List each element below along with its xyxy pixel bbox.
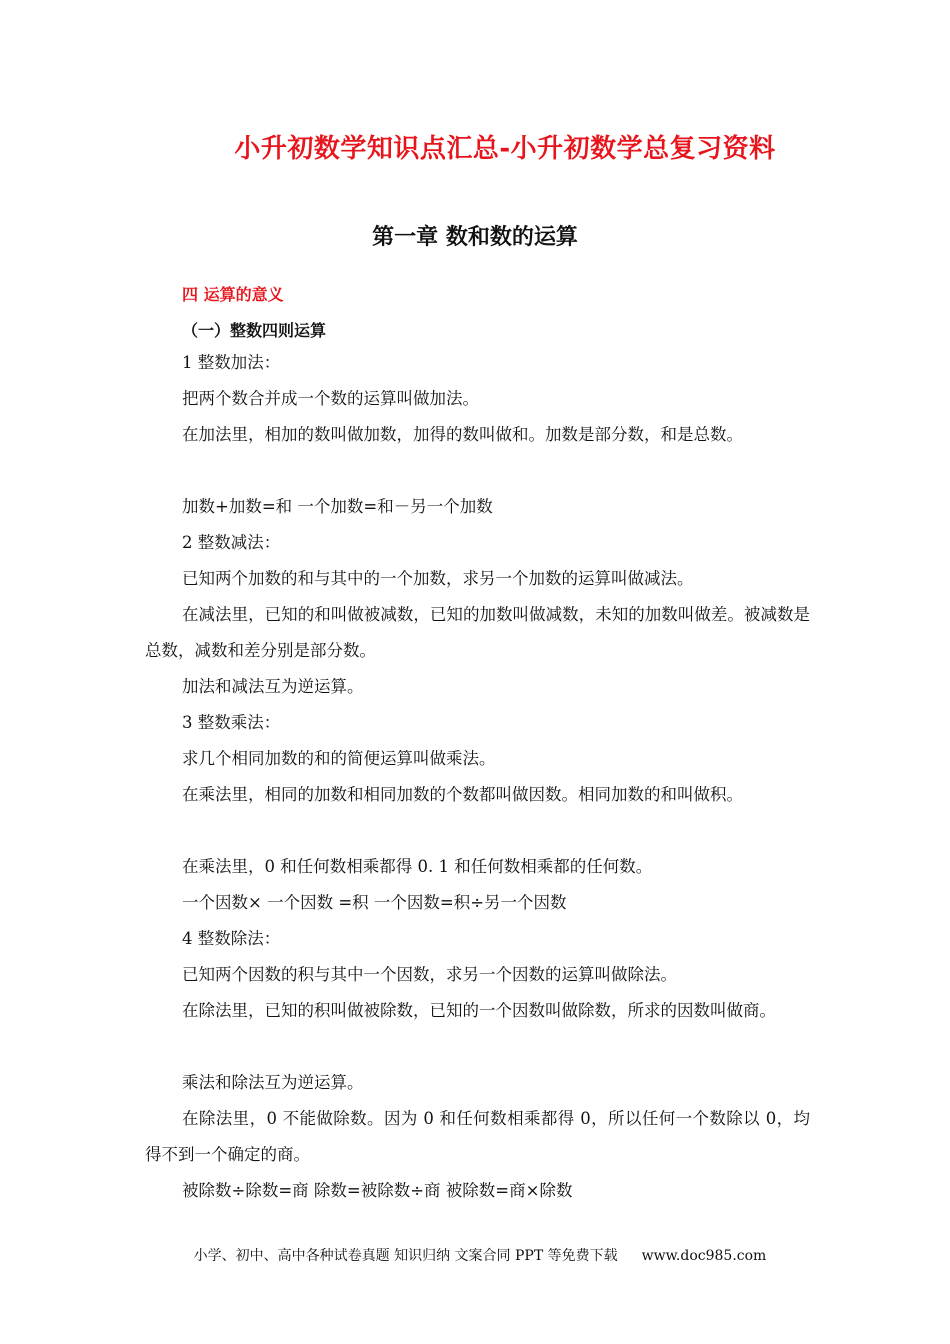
footer-website-link[interactable]: www.doc985.com [641,1248,767,1264]
paragraph-multiplication-heading: 3 整数乘法： [182,713,281,732]
page-footer [0,1245,950,1265]
subsection-heading: （一）整数四则运算 [182,321,327,340]
paragraph: 把两个数合并成一个数的运算叫做加法。 [182,389,479,408]
paragraph-division-heading: 4 整数除法： [182,929,281,948]
paragraph: 加法和减法互为逆运算。 [182,677,364,696]
paragraph: 已知两个因数的积与其中一个因数，求另一个因数的运算叫做除法。 [182,965,677,984]
paragraph-addition-heading: 1 整数加法： [182,353,281,372]
footer-text: 小学、初中、高中各种试卷真题 知识归纳 文案合同 PPT 等免费下载 [193,1248,618,1264]
paragraph: 已知两个加数的和与其中的一个加数，求另一个加数的运算叫做减法。 [182,569,694,588]
formula-line: 被除数÷除数=商 除数=被除数÷商 被除数=商×除数 [182,1181,573,1200]
paragraph: 乘法和除法互为逆运算。 [182,1073,364,1092]
paragraph: 求几个相同加数的和的简便运算叫做乘法。 [182,749,496,768]
paragraph: 在除法里，已知的积叫做被除数，已知的一个因数叫做除数，所求的因数叫做商。 [182,1001,776,1020]
formula-line: 一个因数× 一个因数 =积 一个因数=积÷另一个因数 [182,893,567,912]
chapter-title: 第一章 数和数的运算 [372,225,578,250]
document-title: 小升初数学知识点汇总-小升初数学总复习资料 [234,134,776,164]
paragraph: 在减法里，已知的和叫做被减数，已知的加数叫做减数，未知的加数叫做差。被减数是总数，减数和差分别是部分数。 [145,605,810,660]
section-heading: 四 运算的意义 [182,285,284,304]
paragraph: 在乘法里，0 和任何数相乘都得 0. 1 和任何数相乘都的任何数。 [182,857,653,876]
document-body [145,345,810,1209]
paragraph: 在乘法里，相同的加数和相同加数的个数都叫做因数。相同加数的和叫做积。 [182,785,743,804]
paragraph: 在加法里，相加的数叫做加数，加得的数叫做和。加数是部分数，和是总数。 [182,425,743,444]
formula-line: 加数+加数=和 一个加数=和－另一个加数 [182,497,493,516]
paragraph-subtraction-heading: 2 整数减法： [182,533,281,552]
paragraph: 在除法里，0 不能做除数。因为 0 和任何数相乘都得 0，所以任何一个数除以 0，均得不到一个确定的商。 [145,1109,810,1164]
